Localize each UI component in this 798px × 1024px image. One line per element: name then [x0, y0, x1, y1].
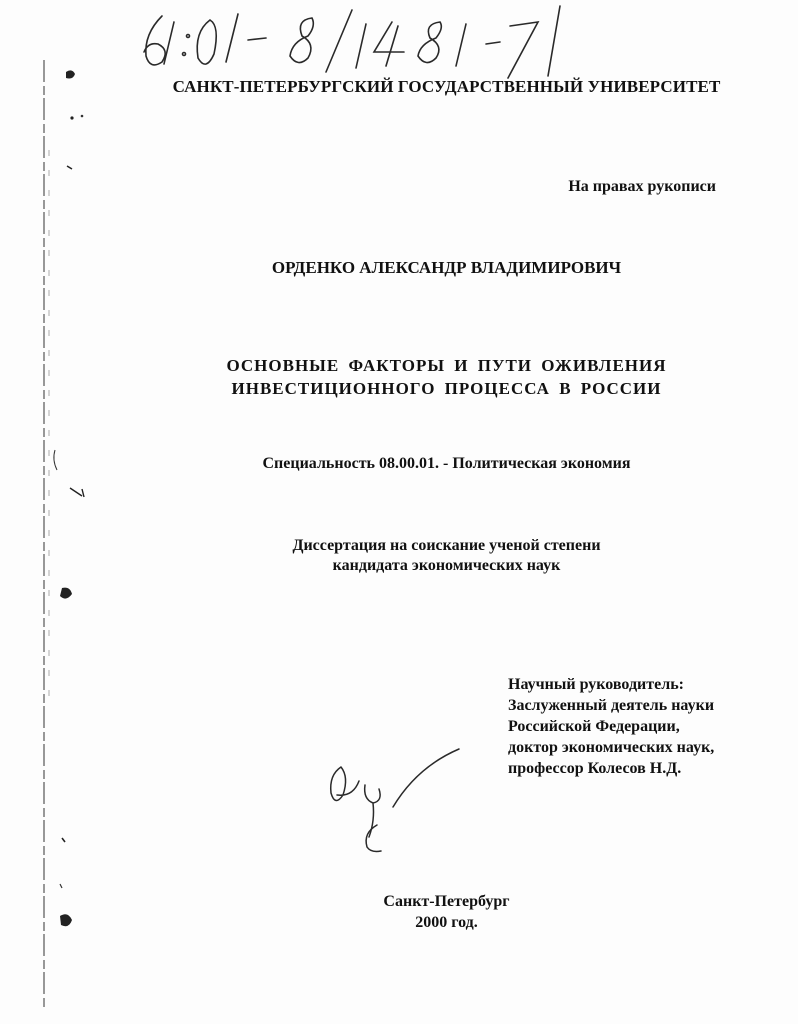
scan-margin-marks — [0, 0, 120, 1024]
author-signature — [315, 745, 465, 865]
year: 2000 год. — [415, 914, 478, 931]
dissertation-title — [0, 354, 798, 400]
title-line: ОСНОВНЫЕ ФАКТОРЫ И ПУТИ ОЖИВЛЕНИЯ — [226, 356, 667, 375]
city: Санкт-Петербург — [383, 893, 510, 910]
city-year-block — [0, 891, 798, 933]
supervisor-block — [508, 674, 714, 779]
degree-statement — [0, 536, 798, 576]
manuscript-rights-note: На правах рукописи — [568, 178, 716, 195]
author-name: ОРДЕНКО АЛЕКСАНДР ВЛАДИМИРОВИЧ — [271, 258, 622, 277]
supervisor-line: Заслуженный деятель науки — [508, 697, 715, 714]
supervisor-line: профессор Колесов Н.Д. — [508, 760, 682, 777]
degree-line: кандидата экономических наук — [332, 557, 561, 574]
title-line: ИНВЕСТИЦИОННОГО ПРОЦЕССА В РОССИИ — [231, 379, 662, 398]
supervisor-line: доктор экономических наук, — [508, 739, 715, 756]
degree-line: Диссертация на соискание ученой степени — [292, 537, 601, 554]
supervisor-heading: Научный руководитель: — [508, 676, 684, 693]
supervisor-line: Российской Федерации, — [508, 718, 680, 735]
archive-number-handwritten — [130, 2, 610, 82]
specialty-line: Специальность 08.00.01. - Политическая экономия — [262, 455, 631, 472]
university-name: САНКТ-ПЕТЕРБУРГСКИЙ ГОСУДАРСТВЕННЫЙ УНИВЕРСИТЕТ — [172, 77, 721, 96]
